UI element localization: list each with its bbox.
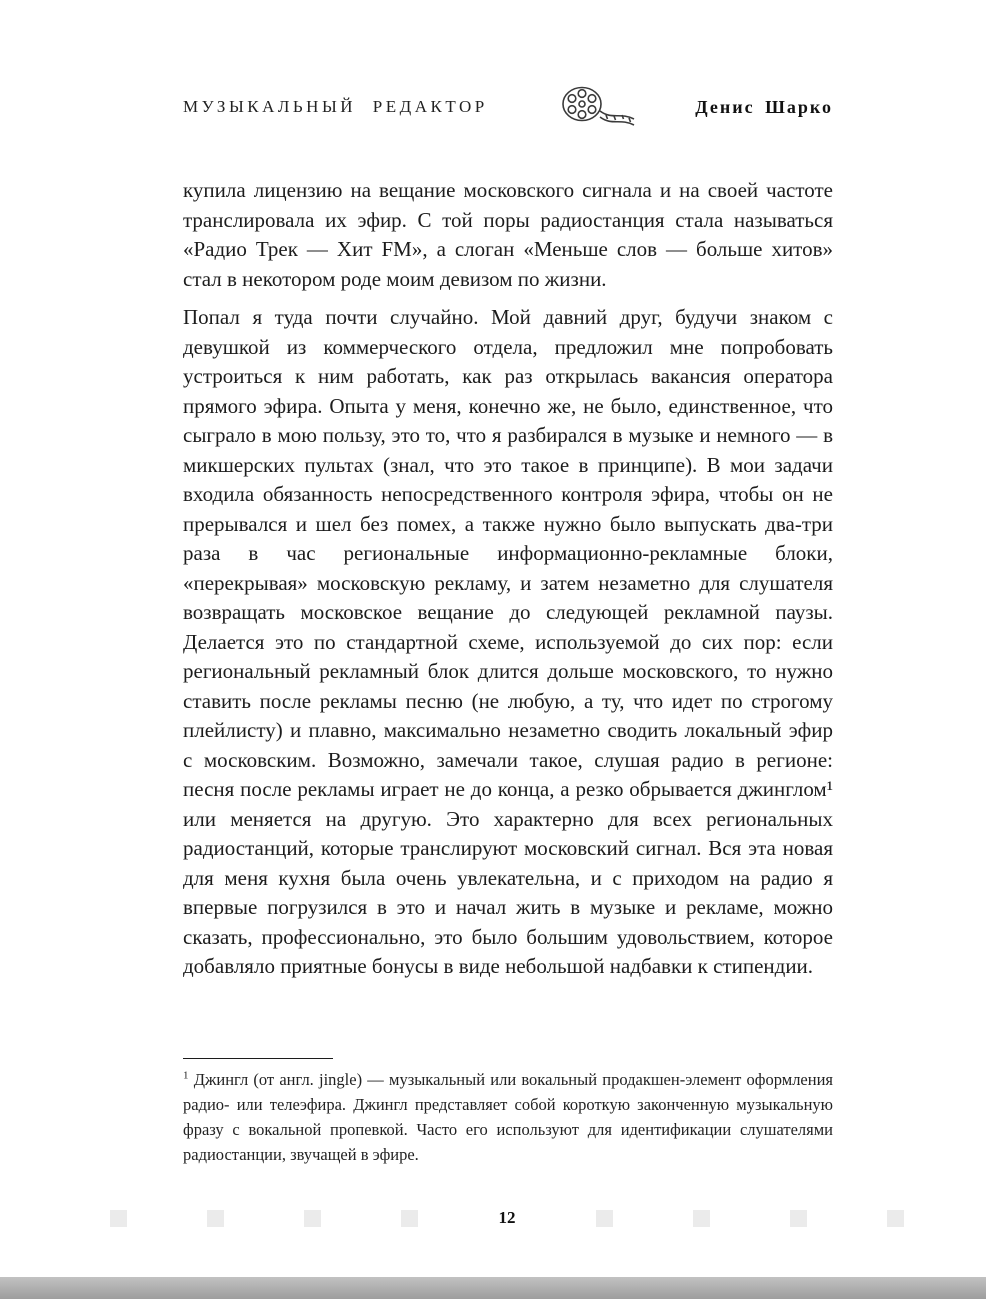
scan-bottom-edge: [0, 1277, 986, 1299]
paragraph: Попал я туда почти случайно. Мой давний друг, будучи знаком с девушкой из коммерческого отдела, предложил мне попробовать устроиться к ним работать, как раз открылась вакансия оператора прямого эфира. Опыта у меня, конечно же, не было, единственное, что сыграло в мою пользу, это то, что я разбирался в музыке и немного — в микшерских пультах (знал, что это такое в принципе). В мои задачи входила обязанность непосредственного контроля эфира, чтобы он не прерывался и шел без помех, а также нужно было выпускать два-три раза в час региональные информационно-рекламные блоки, «перекрывая» московскую рекламу, и затем незаметно для слушателя возвращать московское вещание до следующей рекламной паузы. Делается это по стандартной схеме, используемой до сих пор: если региональный рекламный блок длится дольше московского, то нужно ставить после рекламы песню (не любую, а ту, что идет по строгому плейлисту) и плавно, максимально незаметно сводить локальный эфир с московским. Возможно, замечали такое, слушая радио в регионе: песня после рекламы играет не до конца, а резко обрывается джинглом¹ или меняется на другую. Это характерно для всех региональных радиостанций, которые транслируют московский сигнал. Вся эта новая для меня кухня была очень увлекательна, и с приходом на радио я впервые погрузился в это и начал жить в музыке и рекламе, можно сказать, профессионально, это было большим удовольствием, которое добавляло приятные бонусы в виде небольшой надбавки к стипендии.: [183, 305, 833, 978]
paragraph: купила лицензию на вещание московского сигнала и на своей частоте транслировала их эфир. С той поры радиостанция стала называться «Радио Трек — Хит FM», а слоган «Меньше слов — больше хитов» стал в некотором роде моим девизом по жизни.: [183, 178, 833, 291]
author-name: Денис Шарко: [695, 96, 833, 117]
book-title: МУЗЫКАЛЬНЫЙ РЕДАКТОР: [183, 97, 488, 116]
film-perforation-square: [596, 1210, 613, 1227]
page-body: [183, 176, 833, 991]
film-perforation-square: [304, 1210, 321, 1227]
film-perforation-square: [790, 1210, 807, 1227]
film-perforation-square: [887, 1210, 904, 1227]
film-perforation-square: [207, 1210, 224, 1227]
film-perforation-square: [693, 1210, 710, 1227]
footer-film-strip: [110, 1207, 904, 1229]
footnote-text: Джингл (от англ. jingle) — музыкальный или вокальный продакшен-элемент оформления радио- или телеэфира. Джингл представляет собой короткую законченную музыкальную фразу с вокальной пропевкой. Часто его используют для идентификации слушателями радиостанции, звучащей в эфире.: [183, 1070, 833, 1164]
film-perforation-square: [401, 1210, 418, 1227]
footnote-marker: 1: [183, 1069, 189, 1082]
film-reel-icon: [558, 84, 642, 130]
footnote-block: [183, 1058, 833, 1167]
page-header: [183, 84, 833, 130]
page-number: 12: [498, 1208, 516, 1227]
footnote: [183, 1067, 833, 1167]
film-perforation-square: [110, 1210, 127, 1227]
footnote-divider: [183, 1058, 333, 1059]
